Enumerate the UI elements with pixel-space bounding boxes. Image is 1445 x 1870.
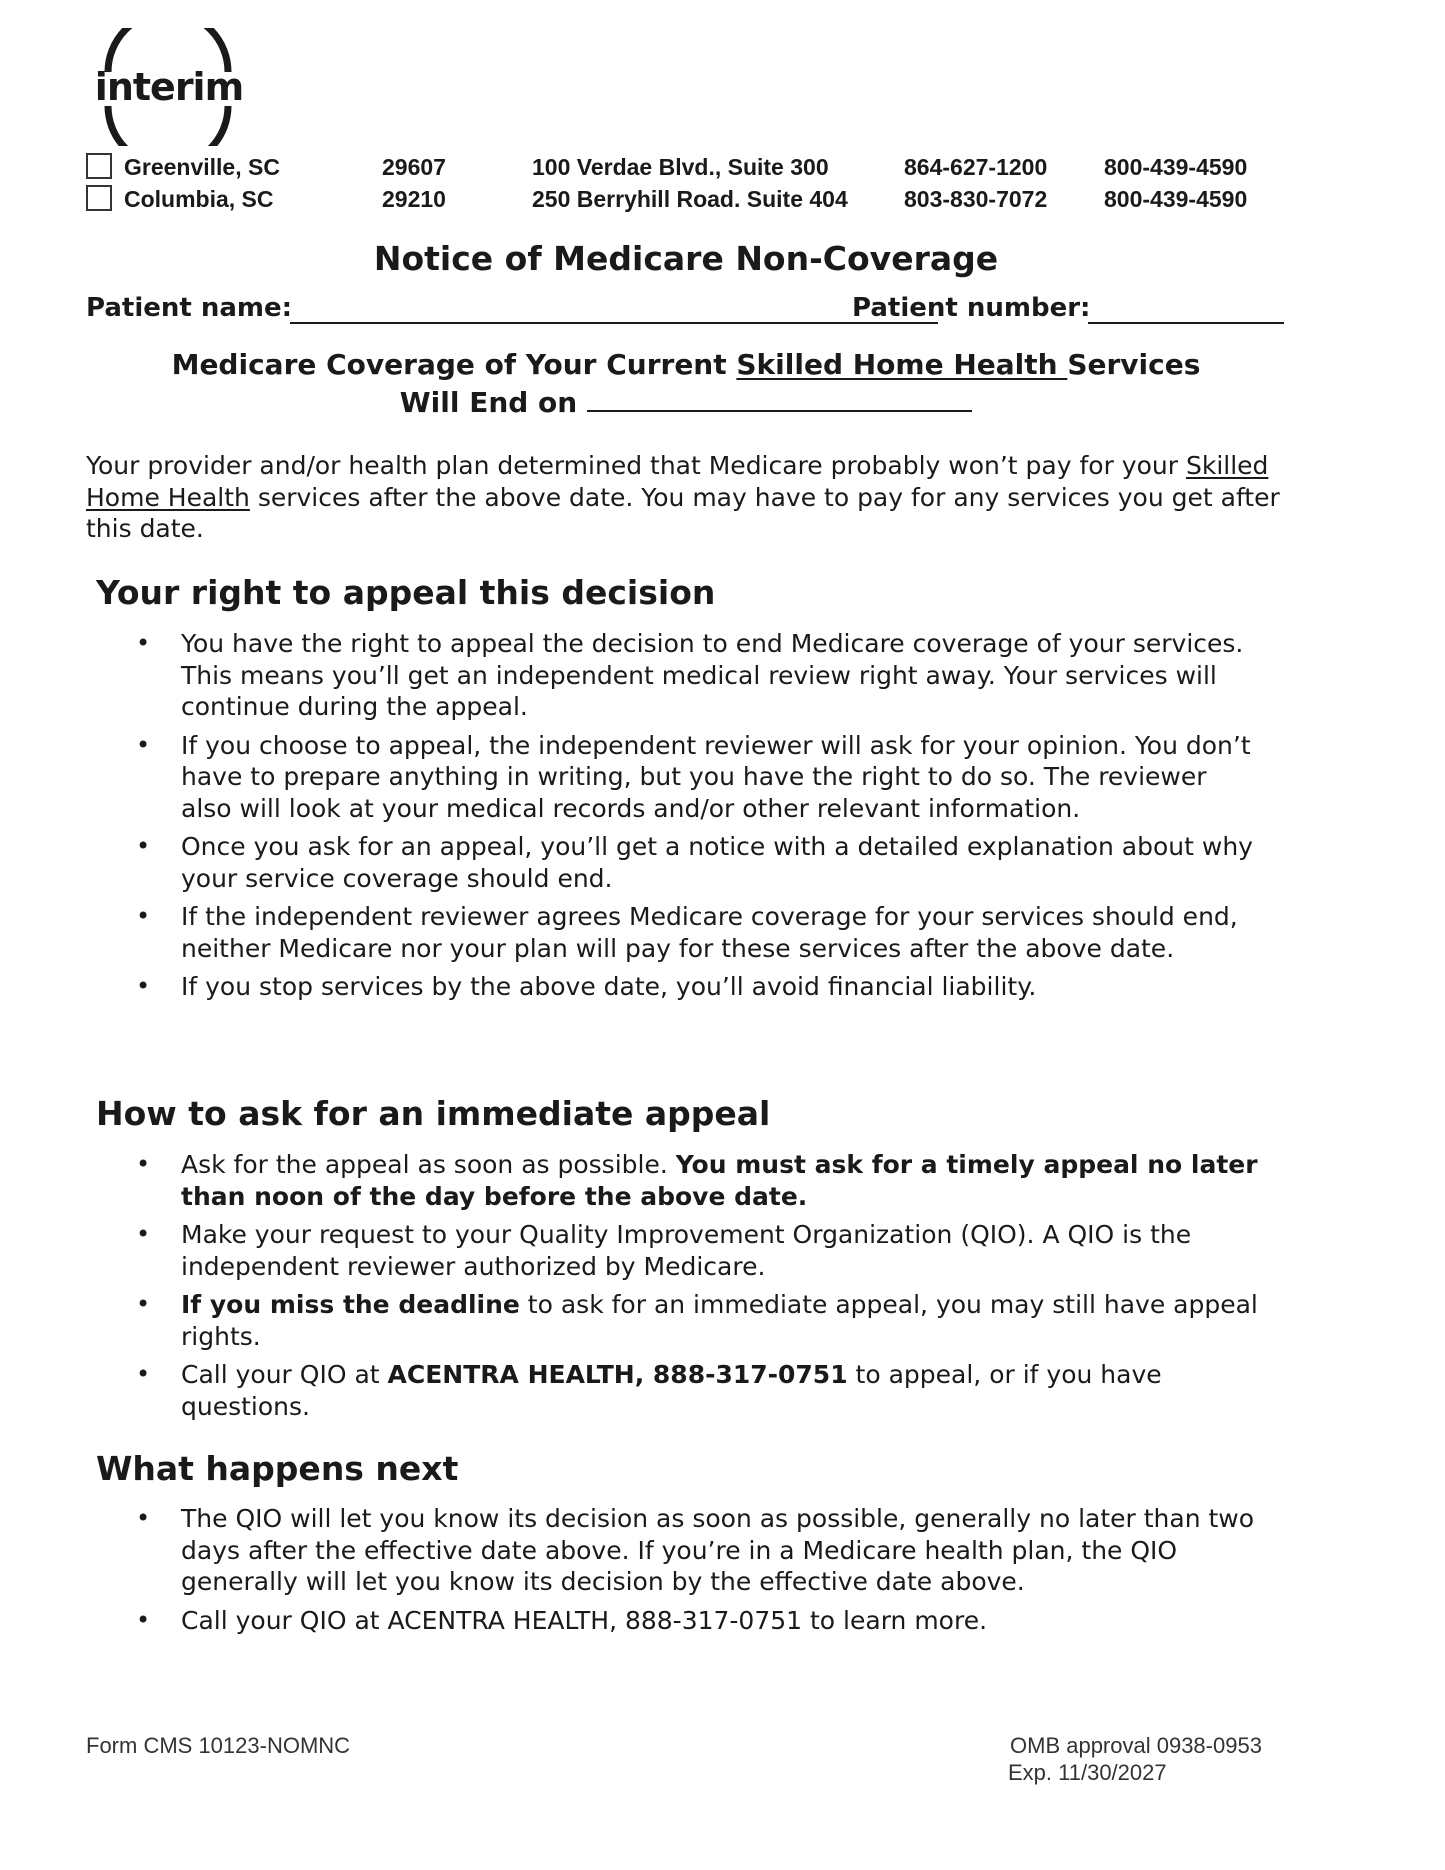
item-text: Ask for the appeal as soon as possible. xyxy=(181,1150,676,1179)
coverage-line1-pre: Medicare Coverage of Your Current xyxy=(171,348,737,381)
item-emphasis: If you miss the deadline xyxy=(181,1290,520,1319)
list-item: • Make your request to your Quality Improvement Organization (QIO). A QIO is the independent reviewer authorized by Medicare. xyxy=(0,1219,1261,1282)
list-item: • Call your QIO at ACENTRA HEALTH, 888-317-0751 to learn more. xyxy=(0,1605,1261,1637)
appeal-rights-list xyxy=(0,628,1300,1010)
list-item xyxy=(0,1149,1261,1212)
item-text: to appeal, or if you have questions. xyxy=(181,1360,1162,1421)
office-phone-toll-free: 800-439-4590 xyxy=(1104,154,1248,180)
patient-name-field[interactable] xyxy=(290,322,938,324)
list-item: • If you choose to appeal, the independent reviewer will ask for your opinion. You don’t have to prepare anything in writing, but you have the right to do so. The reviewer also will look at your medical records and/or other relevant information. xyxy=(0,730,1261,825)
page-title: Notice of Medicare Non-Coverage xyxy=(373,239,999,278)
list-item: • The QIO will let you know its decision as soon as possible, generally no later than two days after the effective date above. If you’re in a Medicare health plan, the QIO generally will let you know its decision by the effective date above. xyxy=(0,1503,1261,1598)
qio-contact: ACENTRA HEALTH, 888-317-0751 xyxy=(387,1360,848,1389)
office-phone-local: 803-830-7072 xyxy=(904,186,1048,212)
what-happens-next-heading: What happens next xyxy=(96,1449,459,1488)
patient-info-line xyxy=(86,290,1286,330)
how-to-appeal-heading: How to ask for an immediate appeal xyxy=(96,1094,771,1133)
coverage-line1-post: Services xyxy=(1067,348,1201,381)
form-id: Form CMS 10123-NOMNC xyxy=(86,1733,351,1758)
item-emphasis: You must ask for a timely appeal no later than noon of the day before the above date. xyxy=(181,1150,1258,1211)
omb-expiry: Exp. 11/30/2027 xyxy=(1008,1760,1167,1785)
what-happens-next-list xyxy=(0,1503,1300,1643)
office-address: 250 Berryhill Road. Suite 404 xyxy=(532,186,848,212)
office-row-columbia xyxy=(86,184,1286,218)
interim-logo xyxy=(90,28,248,146)
patient-name-label: Patient name: xyxy=(86,293,293,323)
office-zip: 29210 xyxy=(382,186,446,212)
coverage-end-statement xyxy=(0,348,1372,420)
service-type: Skilled Home Health xyxy=(736,348,1068,381)
intro-paragraph xyxy=(86,450,1286,545)
end-date-field[interactable] xyxy=(587,382,972,412)
coverage-line2: Will End on xyxy=(399,386,578,419)
office-city: Greenville, SC xyxy=(124,154,280,180)
office-zip: 29607 xyxy=(382,154,446,180)
omb-approval: OMB approval 0938-0953 xyxy=(1010,1733,1262,1758)
office-city: Columbia, SC xyxy=(124,186,274,212)
intro-service-type: Skilled Home Health xyxy=(86,451,1269,512)
appeal-rights-heading: Your right to appeal this decision xyxy=(96,573,716,612)
office-address: 100 Verdae Blvd., Suite 300 xyxy=(532,154,829,180)
intro-text-2: services after the above date. You may have to pay for any services you get after this date. xyxy=(86,482,1280,543)
patient-number-label: Patient number: xyxy=(852,293,1091,323)
office-phone-toll-free: 800-439-4590 xyxy=(1104,186,1248,212)
svg-text:interim: interim xyxy=(94,65,244,109)
list-item: • If the independent reviewer agrees Medicare coverage for your services should end, neither Medicare nor your plan will pay for these services after the above date. xyxy=(0,901,1261,964)
office-checkbox-greenville[interactable] xyxy=(86,153,112,179)
intro-text-1: Your provider and/or health plan determined that Medicare probably won’t pay for your xyxy=(86,451,1186,480)
list-item: • You have the right to appeal the decision to end Medicare coverage of your services. This means you’ll get an independent medical review right away. Your services will continue during the appeal. xyxy=(0,628,1261,723)
list-item xyxy=(0,1359,1261,1422)
patient-number-field[interactable] xyxy=(1088,322,1284,324)
office-row-greenville xyxy=(86,152,1286,186)
list-item: • If you stop services by the above date, you’ll avoid financial liability. xyxy=(0,971,1261,1003)
list-item: • Once you ask for an appeal, you’ll get a notice with a detailed explanation about why your service coverage should end. xyxy=(0,831,1261,894)
item-text: to ask for an immediate appeal, you may still have appeal rights. xyxy=(181,1290,1258,1351)
office-phone-local: 864-627-1200 xyxy=(904,154,1048,180)
item-text: Call your QIO at xyxy=(181,1360,388,1389)
how-to-appeal-list xyxy=(0,1149,1300,1429)
list-item xyxy=(0,1289,1261,1352)
office-checkbox-columbia[interactable] xyxy=(86,185,112,211)
